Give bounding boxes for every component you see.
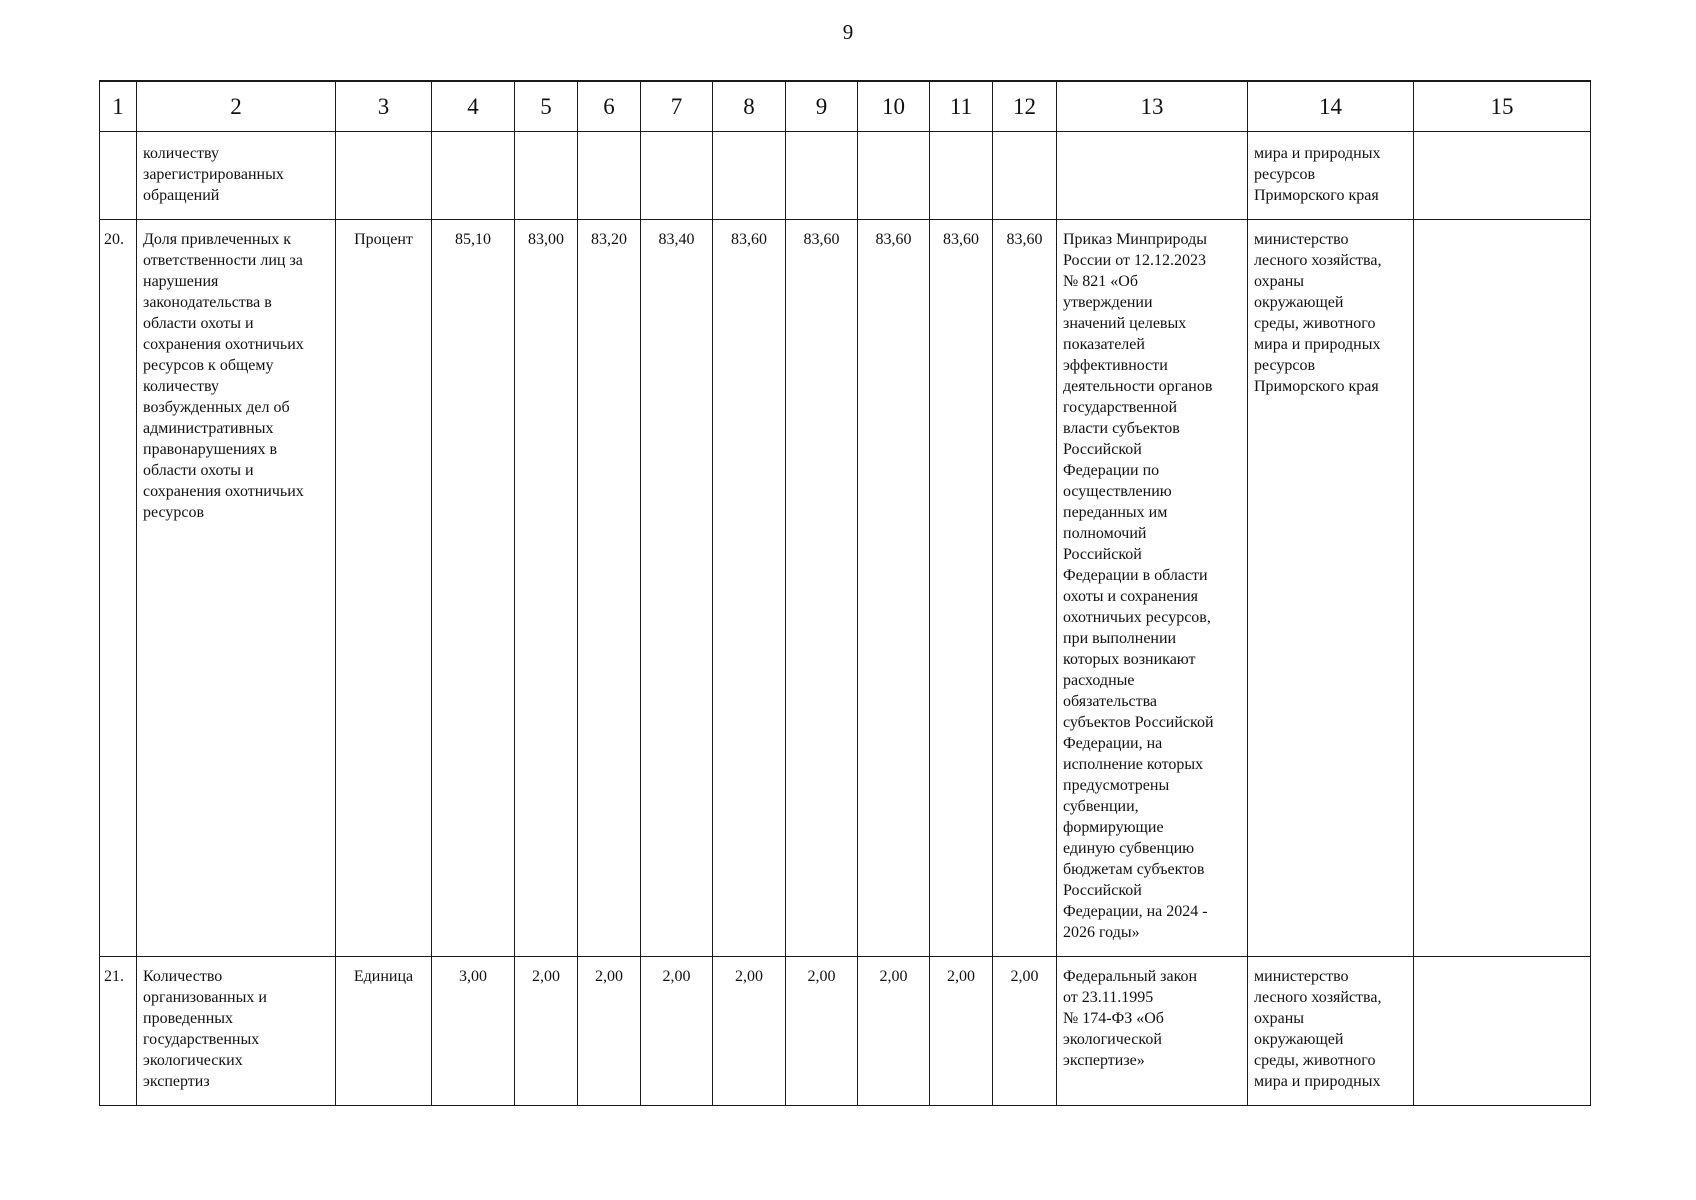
table-header-row [100,81,1591,132]
header-col-3: 3 [336,81,432,132]
unit-cell [336,132,432,220]
unit-cell [336,220,432,957]
value-col-10: 2,00 [858,957,930,1106]
header-col-13: 13 [1057,81,1248,132]
responsible-body-text: министерство лесного хозяйства, охраны окружающей среды, животного мира и природных [1254,968,1382,1090]
table-row-21 [100,957,1591,1106]
row-index [100,220,137,957]
value-col-7 [641,132,713,220]
value-col-11: 2,00 [930,957,993,1106]
responsible-body-text: мира и природных ресурсов Приморского края [1254,145,1381,204]
legal-basis [1057,220,1248,957]
header-col-12: 12 [993,81,1057,132]
value-col-8: 2,00 [713,957,786,1106]
value-col-4: 85,10 [432,220,515,957]
table-row-continuation [100,132,1591,220]
row-index [100,957,137,1106]
responsible-body-text: министерство лесного хозяйства, охраны окружающей среды, животного мира и природных ресурсов Приморского края [1254,231,1382,395]
legal-basis [1057,132,1248,220]
header-col-9: 9 [786,81,858,132]
unit-text: Процент [354,231,413,248]
row-index-text: 21. [104,968,124,985]
indicator-name-text: количеству зарегистрированных обращений [143,145,284,204]
unit-text: Единица [353,968,414,985]
value-col-9 [786,132,858,220]
indicator-name [137,220,336,957]
value-col-6 [578,132,641,220]
value-col-6: 2,00 [578,957,641,1106]
indicator-name [137,957,336,1106]
note-cell [1414,132,1591,220]
header-col-4: 4 [432,81,515,132]
header-col-7: 7 [641,81,713,132]
page-number: 9 [842,20,854,44]
value-col-11: 83,60 [930,220,993,957]
indicator-name [137,132,336,220]
value-col-10: 83,60 [858,220,930,957]
responsible-body [1248,132,1414,220]
legal-basis-text: Приказ Минприроды России от 12.12.2023 № 821 «Об утверждении значений целевых показателей эффективности деятельности органов государственной власти субъектов Российской Федерации по осуществлению переданных им полномочий Российской Федерации в области охоты и сохранения охотничьих ресурсов, при выполнении которых возникают расходные обязательства субъектов Российской Федерации, на исполнение которых предусмотрены субвенции, формирующие единую субвенцию бюджетам субъектов Российской Федерации, на 2024 - 2026 годы» [1063,231,1214,941]
header-col-11: 11 [930,81,993,132]
row-index-text: 20. [104,231,124,248]
value-col-5: 83,00 [515,220,578,957]
responsible-body [1248,220,1414,957]
value-col-7: 83,40 [641,220,713,957]
value-col-4 [432,132,515,220]
value-col-12 [993,132,1057,220]
value-col-9: 2,00 [786,957,858,1106]
header-col-5: 5 [515,81,578,132]
value-col-4: 3,00 [432,957,515,1106]
indicator-name-text: Доля привлеченных к ответственности лиц за нарушения законодательства в области охоты и сохранения охотничьих ресурсов к общему количеству возбужденных дел об административных правонарушениях в области охоты и сохранения охотничьих ресурсов [143,231,304,521]
note-cell [1414,957,1591,1106]
legal-basis-text: Федеральный закон от 23.11.1995 № 174-ФЗ «Об экологической экспертизе» [1063,968,1198,1069]
value-col-8: 83,60 [713,220,786,957]
header-col-8: 8 [713,81,786,132]
header-col-2: 2 [137,81,336,132]
value-col-9: 83,60 [786,220,858,957]
legal-basis [1057,957,1248,1106]
value-col-8 [713,132,786,220]
row-index [100,132,137,220]
header-col-15: 15 [1414,81,1591,132]
header-col-10: 10 [858,81,930,132]
value-col-6: 83,20 [578,220,641,957]
value-col-5: 2,00 [515,957,578,1106]
indicator-name-text: Количество организованных и проведенных государственных экологических экспертиз [143,968,267,1090]
value-col-7: 2,00 [641,957,713,1106]
responsible-body [1248,957,1414,1106]
header-col-1: 1 [100,81,137,132]
value-col-11 [930,132,993,220]
indicators-table [99,80,1591,1106]
value-col-12: 83,60 [993,220,1057,957]
header-col-14: 14 [1248,81,1414,132]
value-col-5 [515,132,578,220]
note-cell [1414,220,1591,957]
value-col-10 [858,132,930,220]
unit-cell [336,957,432,1106]
value-col-12: 2,00 [993,957,1057,1106]
table-row-20 [100,220,1591,957]
header-col-6: 6 [578,81,641,132]
